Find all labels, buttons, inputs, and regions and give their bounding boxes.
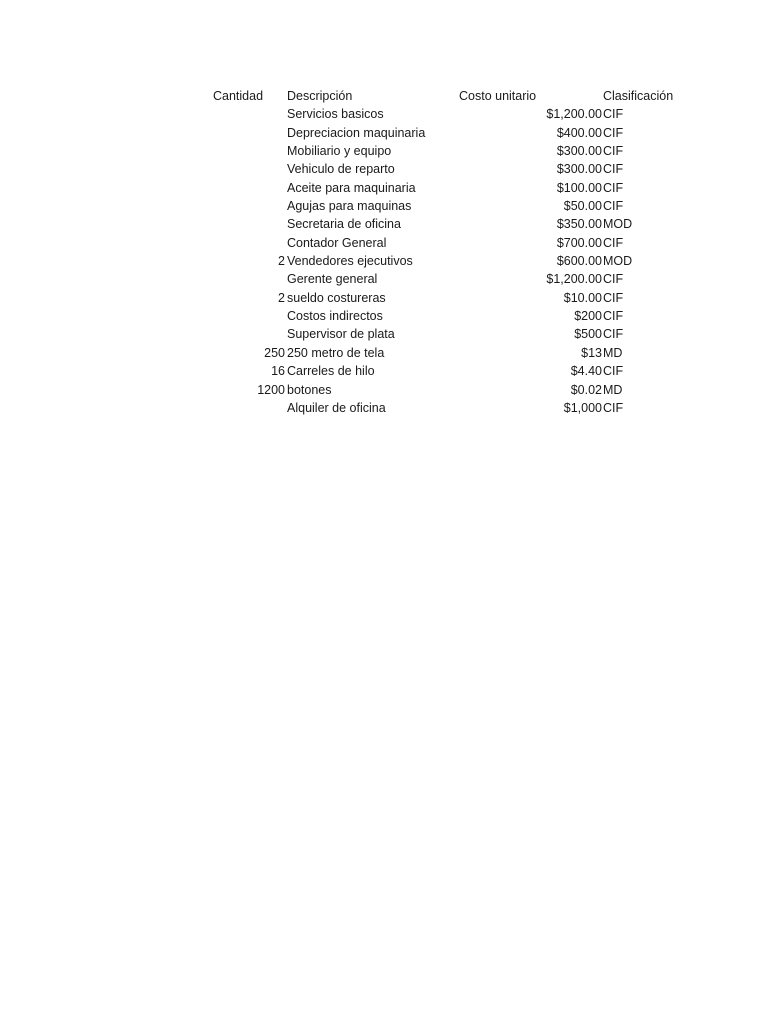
cell-costo: $10.00 bbox=[563, 290, 602, 305]
cell-descripcion: Alquiler de oficina bbox=[287, 400, 386, 415]
cell-cantidad: 2 bbox=[278, 254, 285, 269]
cell-clasificacion: CIF bbox=[603, 364, 624, 379]
cell-descripcion: 250 metro de tela bbox=[287, 345, 385, 360]
cell-descripcion: Contador General bbox=[287, 235, 387, 250]
cell-clasificacion: CIF bbox=[603, 327, 624, 342]
cell-costo: $300.00 bbox=[556, 162, 602, 177]
cell-costo: $300.00 bbox=[556, 144, 602, 159]
cell-descripcion: Carreles de hilo bbox=[287, 364, 375, 379]
cell-clasificacion: CIF bbox=[603, 309, 624, 324]
cell-clasificacion: CIF bbox=[603, 144, 624, 159]
cell-costo: $100.00 bbox=[556, 180, 602, 195]
cell-costo: $600.00 bbox=[556, 254, 602, 269]
cell-clasificacion: MOD bbox=[603, 254, 633, 269]
table-row bbox=[0, 381, 768, 399]
cell-costo: $1,200.00 bbox=[546, 107, 602, 122]
cell-costo: $50.00 bbox=[563, 199, 602, 214]
cell-descripcion: Servicios basicos bbox=[287, 107, 384, 122]
table-row bbox=[0, 270, 768, 288]
header-row bbox=[0, 87, 768, 105]
cell-clasificacion: CIF bbox=[603, 107, 624, 122]
cell-clasificacion: MD bbox=[603, 345, 623, 360]
cell-clasificacion: CIF bbox=[603, 272, 624, 287]
cell-clasificacion: CIF bbox=[603, 180, 624, 195]
cell-clasificacion: CIF bbox=[603, 235, 624, 250]
header-clasificacion: Clasificación bbox=[603, 89, 674, 103]
cell-descripcion: Gerente general bbox=[287, 272, 378, 287]
cell-clasificacion: MD bbox=[603, 382, 623, 397]
header-costo-unitario: Costo unitario bbox=[459, 89, 537, 103]
cell-costo: $1,200.00 bbox=[546, 272, 602, 287]
cell-descripcion: botones bbox=[287, 382, 332, 397]
table-row bbox=[0, 105, 768, 123]
table-row bbox=[0, 252, 768, 270]
table-row bbox=[0, 399, 768, 417]
table-row bbox=[0, 197, 768, 215]
table-row bbox=[0, 289, 768, 307]
cell-clasificacion: CIF bbox=[603, 290, 624, 305]
cell-costo: $700.00 bbox=[556, 235, 602, 250]
table-body bbox=[0, 105, 768, 417]
cell-costo: $4.40 bbox=[570, 364, 602, 379]
table-row bbox=[0, 142, 768, 160]
table-row bbox=[0, 325, 768, 343]
cell-costo: $500 bbox=[574, 327, 602, 342]
cell-descripcion: Supervisor de plata bbox=[287, 327, 395, 342]
cell-cantidad: 16 bbox=[271, 364, 285, 379]
cell-cantidad: 250 bbox=[264, 345, 285, 360]
cell-cantidad: 2 bbox=[278, 290, 285, 305]
cell-costo: $13 bbox=[581, 345, 602, 360]
cell-costo: $400.00 bbox=[556, 125, 602, 140]
cell-descripcion: Vendedores ejecutivos bbox=[287, 254, 413, 269]
cell-clasificacion: CIF bbox=[603, 125, 624, 140]
cell-clasificacion: CIF bbox=[603, 162, 624, 177]
cell-clasificacion: CIF bbox=[603, 199, 624, 214]
cell-descripcion: Mobiliario y equipo bbox=[287, 144, 392, 159]
cell-descripcion: Vehiculo de reparto bbox=[287, 162, 395, 177]
table-row bbox=[0, 344, 768, 362]
table-row bbox=[0, 160, 768, 178]
table-row bbox=[0, 234, 768, 252]
cell-costo: $0.02 bbox=[570, 382, 602, 397]
cell-descripcion: Costos indirectos bbox=[287, 309, 383, 324]
table-row bbox=[0, 179, 768, 197]
cell-clasificacion: CIF bbox=[603, 400, 624, 415]
cell-descripcion: Agujas para maquinas bbox=[287, 199, 412, 214]
cell-descripcion: Depreciacion maquinaria bbox=[287, 125, 426, 140]
table-row bbox=[0, 307, 768, 325]
cell-costo: $1,000 bbox=[563, 400, 602, 415]
cell-costo: $200 bbox=[574, 309, 602, 324]
header-cantidad: Cantidad bbox=[213, 89, 264, 103]
table-row bbox=[0, 124, 768, 142]
header-descripcion: Descripción bbox=[287, 89, 353, 103]
table-row bbox=[0, 362, 768, 380]
cell-costo: $350.00 bbox=[556, 217, 602, 232]
cell-descripcion: Secretaria de oficina bbox=[287, 217, 401, 232]
cell-descripcion: sueldo costureras bbox=[287, 290, 386, 305]
cell-cantidad: 1200 bbox=[257, 382, 285, 397]
cost-table bbox=[0, 87, 768, 417]
cell-clasificacion: MOD bbox=[603, 217, 633, 232]
table-row bbox=[0, 215, 768, 233]
cell-descripcion: Aceite para maquinaria bbox=[287, 180, 416, 195]
